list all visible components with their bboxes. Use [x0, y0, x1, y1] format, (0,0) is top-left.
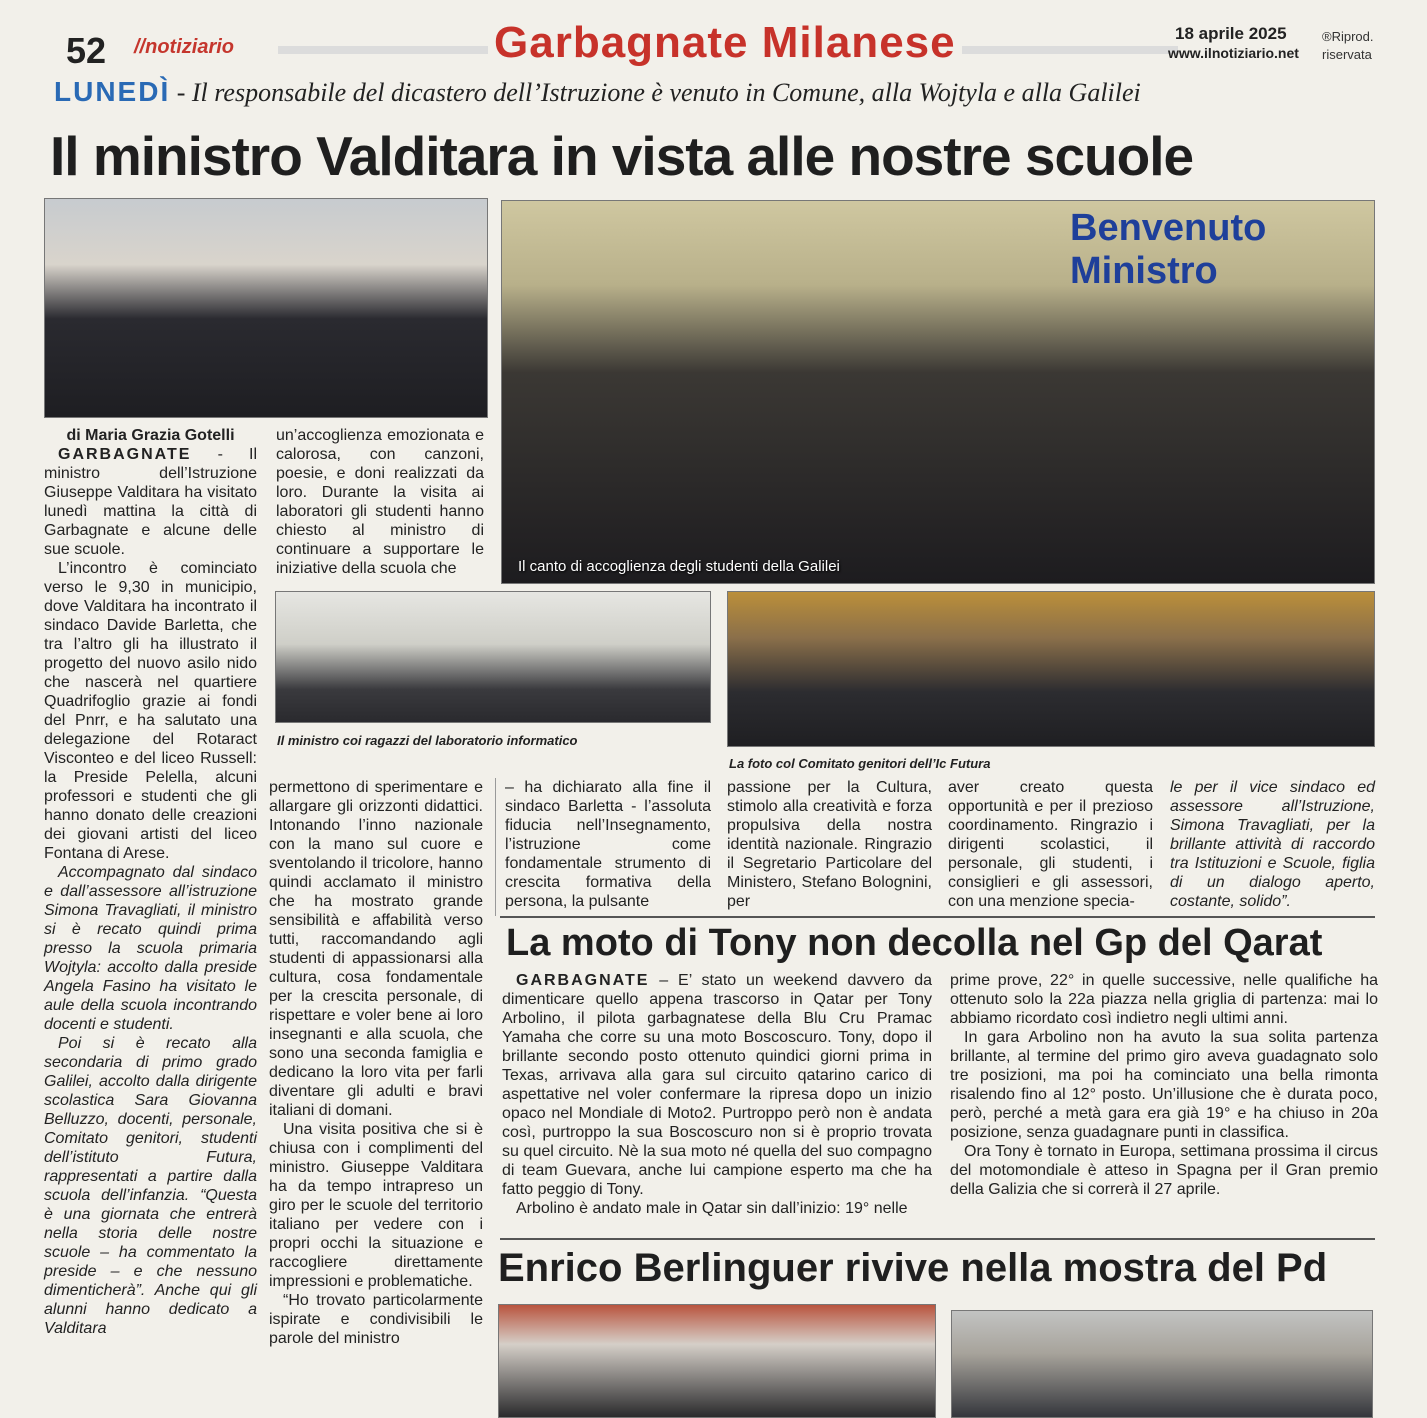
paragraph: Ora Tony è tornato in Europa, settimana prossima il circus del motomondiale è atteso in Spagna per il Gran premio della Galizia che si correrà il 27 aprile.: [950, 1143, 1378, 1198]
photo-caption-main: Il canto di accoglienza degli studenti della Galilei: [518, 558, 840, 575]
caption-lab: Il ministro coi ragazzi del laboratorio informatico: [277, 733, 578, 748]
article1-col6: le per il vice sindaco ed assessore all’Istruzione, Simona Travagliati, per la brillante attività di raccordo tra Istituzioni e Scuole, figlia di un dialogo aperto, costante, solido”.: [1170, 779, 1375, 910]
article1-col2-top: un’accoglienza emozionata e calorosa, con canzoni, poesie, e doni realizzati da loro. Durante la visita ai laboratori gli studenti hanno chiesto al ministro di continuare a supportare le iniziative della scuola che: [276, 427, 484, 577]
article1-col5: aver creato questa opportunità e per il prezioso coordinamento. Ringrazio i dirigenti scolastici, il personale, gli studenti, i consiglieri e gli assessori, con una menzione specia-: [948, 779, 1153, 910]
issue-date: 18 aprile 2025: [1175, 24, 1287, 43]
column-divider: [495, 778, 496, 916]
paragraph: Una visita positiva che si è chiusa con i complimenti del ministro. Giuseppe Valditara ha da tempo intrapreso un giro per le scuole del territorio italiano per vedere con i propri occhi la situazione e raccogliere direttamente impressioni e problematiche.: [269, 1121, 483, 1290]
article1-col1: [44, 426, 257, 1338]
paragraph-text: - Il ministro dell’Istruzione Giuseppe Valditara ha visitato lunedì mattina la città di Garbagnate e alcune delle sue scuole.: [44, 446, 257, 558]
dateline: GARBAGNATE: [516, 972, 650, 989]
paragraph: prime prove, 22° in quelle successive, nelle qualifiche ha ottenuto solo la 22a piazza nella griglia di partenza: mai lo abbiamo ricordato così indietro negli ultimi anni.: [950, 972, 1378, 1027]
website: www.ilnotiziario.net: [1168, 45, 1299, 61]
photo-galilei-students: [501, 200, 1375, 584]
kicker-text: - Il responsabile del dicastero dell’Istruzione è venuto in Comune, alla Wojtyla e alla Galilei: [170, 78, 1141, 107]
article1-col4: passione per la Cultura, stimolo alla creatività e forza propulsiva della nostra identità nazionale. Ringrazio il Segretario Particolare del Ministero, Stefano Bolognini, per: [727, 779, 932, 910]
paragraph: [44, 445, 257, 559]
article2-col1: [502, 971, 932, 1218]
paragraph: Accompagnato dal sindaco e dall’assessore all’istruzione Simona Travagliati, il ministro si è recato quindi prima presso la scuola primaria Wojtyla: accolto dalla preside Angela Fasino ha visitato le aule della scuola incontrando docenti e studenti.: [44, 864, 257, 1033]
paragraph: permettono di sperimentare e allargare gli orizzonti didattici. Intonando l’inno nazionale con la mano sul cuore e sventolando il tricolore, hanno quindi acclamato il ministro che ha mostrato grande sensibilità e affabilità verso tutti, raccomandando agli studenti di appassionarsi alla cultura, cosa fondamentale per la crescita personale, di rispettare e voler bene ai loro insegnanti e alla scuola, che sono una seconda famiglia e dedicano la loro vita per farli diventare gli adulti e bravi italiani di domani.: [269, 779, 483, 1119]
rights-line-2: riservata: [1322, 47, 1372, 62]
article1-col2-bottom: [269, 778, 483, 1348]
article2-headline: La moto di Tony non decolla nel Gp del Qarat: [506, 922, 1323, 964]
article-divider: [500, 1238, 1375, 1240]
article1-kicker: [54, 76, 1384, 108]
caption-comitato: La foto col Comitato genitori dell’Ic Futura: [729, 756, 991, 771]
photo-municipio: [44, 198, 488, 418]
photo-mostra-2: [951, 1310, 1373, 1418]
article3-headline: Enrico Berlinguer rivive nella mostra del Pd: [498, 1246, 1328, 1290]
city-title: Garbagnate Milanese: [488, 18, 962, 68]
kicker-day: LUNEDÌ: [54, 76, 171, 107]
photo-lab: [275, 591, 711, 723]
photo-mostra-1: [498, 1304, 936, 1418]
page-number: 52: [66, 30, 107, 71]
rights-notice: [1322, 28, 1374, 64]
section-label: //notiziario: [134, 36, 234, 58]
paragraph-text: – E’ stato un weekend davvero da dimenticare quello appena trascorso in Qatar per Tony Arbolino, il pilota garbagnatese della Blu Cru Pramac Yamaha che corre su una moto Boscoscuro. Tony, dopo il brillante secondo posto ottenuto quindici giorni prima in Texas, arrivava alla gara sul circuito qatarino carico di aspettative nel voler confermare la ripresa dopo un inizio opaco nel Mondiale di Moto2. Purtroppo però non è andata così, purtroppo la sua Boscoscuro non si è proprio trovata su quel circuito. Nè la sua moto né quella del suo compagno di team Guevara, anche lui campione esperto ma che ha fatto peggio di Tony.: [502, 972, 932, 1198]
rights-line-1: ®Riprod.: [1322, 29, 1374, 44]
photo-comitato: [727, 591, 1375, 747]
paragraph: In gara Arbolino non ha avuto la sua solita partenza brillante, al termine del primo giro aveva guadagnato solo tre posizioni, ma poi ha cominciato una bella rimonta risalendo fino al 12° posto. Un’illusione che è durata poco, però, perché a metà gara era già 19° e ha chiuso in 20a posizione, senza guadagnare punti in classifica.: [950, 1029, 1378, 1141]
paragraph: “Ho trovato particolarmente ispirate e condivisibili le parole del ministro: [269, 1292, 483, 1347]
article1-headline: Il ministro Valditara in vista alle nostre scuole: [50, 125, 1194, 187]
paragraph: Arbolino è andato male in Qatar sin dall’inizio: 19° nelle: [516, 1200, 908, 1217]
photo-banner: Benvenuto Ministro: [1070, 207, 1267, 292]
article-divider: [500, 916, 1375, 918]
paragraph: [502, 971, 932, 1199]
article2-col2: [950, 971, 1378, 1199]
paragraph: Poi si è recato alla secondaria di primo grado Galilei, accolto dalla dirigente scolastica Sara Giovanna Belluzzo, docenti, personale, Comitato genitori, studenti dell’istituto Futura, rappresentati a partire dalla scuola dell’infanzia. “Questa è una giornata che entrerà nella storia delle nostre scuole – ha commentato la preside – e che nessuno dimenticherà”. Anche qui gli alunni hanno dedicato a Valditara: [44, 1035, 257, 1337]
paragraph: L’incontro è cominciato verso le 9,30 in municipio, dove Valditara ha incontrato il sindaco Davide Barletta, che tra l’altro gli ha illustrato il progetto del nuovo asilo nido che nascerà nel quartiere Quadrifoglio grazie ai fondi del Pnrr, e ha salutato una delegazione del Rotaract Visconteo e del liceo Russell: la Preside Pelella, alcuni professori e studenti che gli hanno donato delle creazioni dei giovani artisti del liceo Fontana di Arese.: [44, 560, 257, 862]
article1-col3: – ha dichiarato alla fine il sindaco Barletta - l’assoluta fiducia nell’Insegnamento, l’istruzione come fondamentale strumento di crescita formativa della persona, la pulsante: [505, 779, 711, 910]
byline: di Maria Grazia Gotelli: [66, 427, 235, 444]
dateline: GARBAGNATE: [58, 446, 192, 463]
